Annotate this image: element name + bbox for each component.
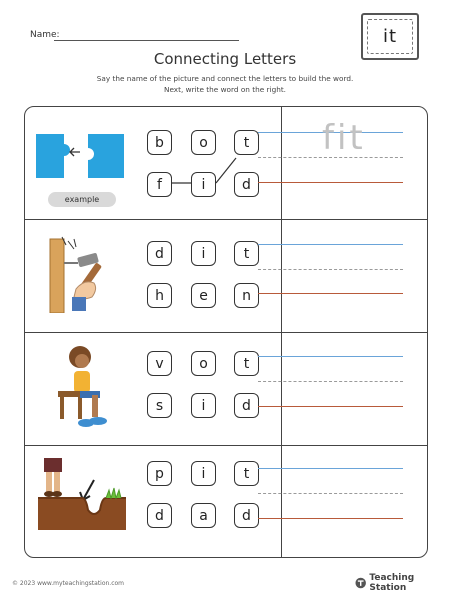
- writing-base-line: [258, 293, 403, 294]
- writing-top-line: [258, 356, 403, 357]
- letter-tile[interactable]: n: [234, 283, 259, 308]
- word-family-text: it: [367, 19, 413, 54]
- letter-tile[interactable]: d: [234, 503, 259, 528]
- letter-tile[interactable]: d: [234, 172, 259, 197]
- row-divider: [25, 219, 427, 220]
- letter-tile[interactable]: i: [191, 461, 216, 486]
- writing-mid-line: [258, 493, 403, 494]
- instruction-line-2: Next, write the word on the right.: [163, 85, 287, 94]
- letter-tile[interactable]: o: [191, 351, 216, 376]
- name-label: Name:: [30, 30, 60, 40]
- writing-base-line: [258, 518, 403, 519]
- letter-tile[interactable]: s: [147, 393, 172, 418]
- writing-base-line: [258, 182, 403, 183]
- puzzle-pieces-picture: [34, 130, 126, 182]
- letter-tile[interactable]: v: [147, 351, 172, 376]
- page-title: Connecting Letters: [153, 50, 297, 68]
- example-label: example: [48, 192, 116, 207]
- writing-top-line: [258, 244, 403, 245]
- letter-tile[interactable]: o: [191, 130, 216, 155]
- writing-top-line: [258, 468, 403, 469]
- letter-tile[interactable]: i: [191, 393, 216, 418]
- row-divider: [25, 445, 427, 446]
- copyright-text: © 2023 www.myteachingstation.com: [12, 580, 125, 587]
- letter-tile[interactable]: t: [234, 461, 259, 486]
- letter-tile[interactable]: d: [234, 393, 259, 418]
- letter-tile[interactable]: h: [147, 283, 172, 308]
- brand-logo: [355, 573, 450, 593]
- child-sitting-picture: [44, 343, 124, 429]
- row-divider: [25, 332, 427, 333]
- writing-mid-line: [258, 269, 403, 270]
- letter-tile[interactable]: d: [147, 241, 172, 266]
- letter-tile[interactable]: t: [234, 130, 259, 155]
- letter-tile[interactable]: b: [147, 130, 172, 155]
- hammer-nail-picture: [44, 233, 124, 313]
- writing-base-line: [258, 406, 403, 407]
- hole-in-ground-picture: [36, 454, 128, 534]
- traced-word: fit: [322, 118, 366, 158]
- letter-tile[interactable]: p: [147, 461, 172, 486]
- letter-tile[interactable]: f: [147, 172, 172, 197]
- letter-tile[interactable]: a: [191, 503, 216, 528]
- letter-tile[interactable]: t: [234, 241, 259, 266]
- example-connecting-line: [172, 150, 242, 190]
- letter-tile[interactable]: i: [191, 241, 216, 266]
- teaching-station-logo-icon: [355, 577, 366, 589]
- letter-tile[interactable]: d: [147, 503, 172, 528]
- letter-tile[interactable]: e: [191, 283, 216, 308]
- writing-mid-line: [258, 381, 403, 382]
- letter-tile[interactable]: t: [234, 351, 259, 376]
- letter-tile[interactable]: i: [191, 172, 216, 197]
- brand-name: Teaching Station: [369, 573, 415, 593]
- name-write-line[interactable]: [54, 40, 239, 41]
- instruction-line-1: Say the name of the picture and connect the letters to build the word.: [96, 74, 354, 83]
